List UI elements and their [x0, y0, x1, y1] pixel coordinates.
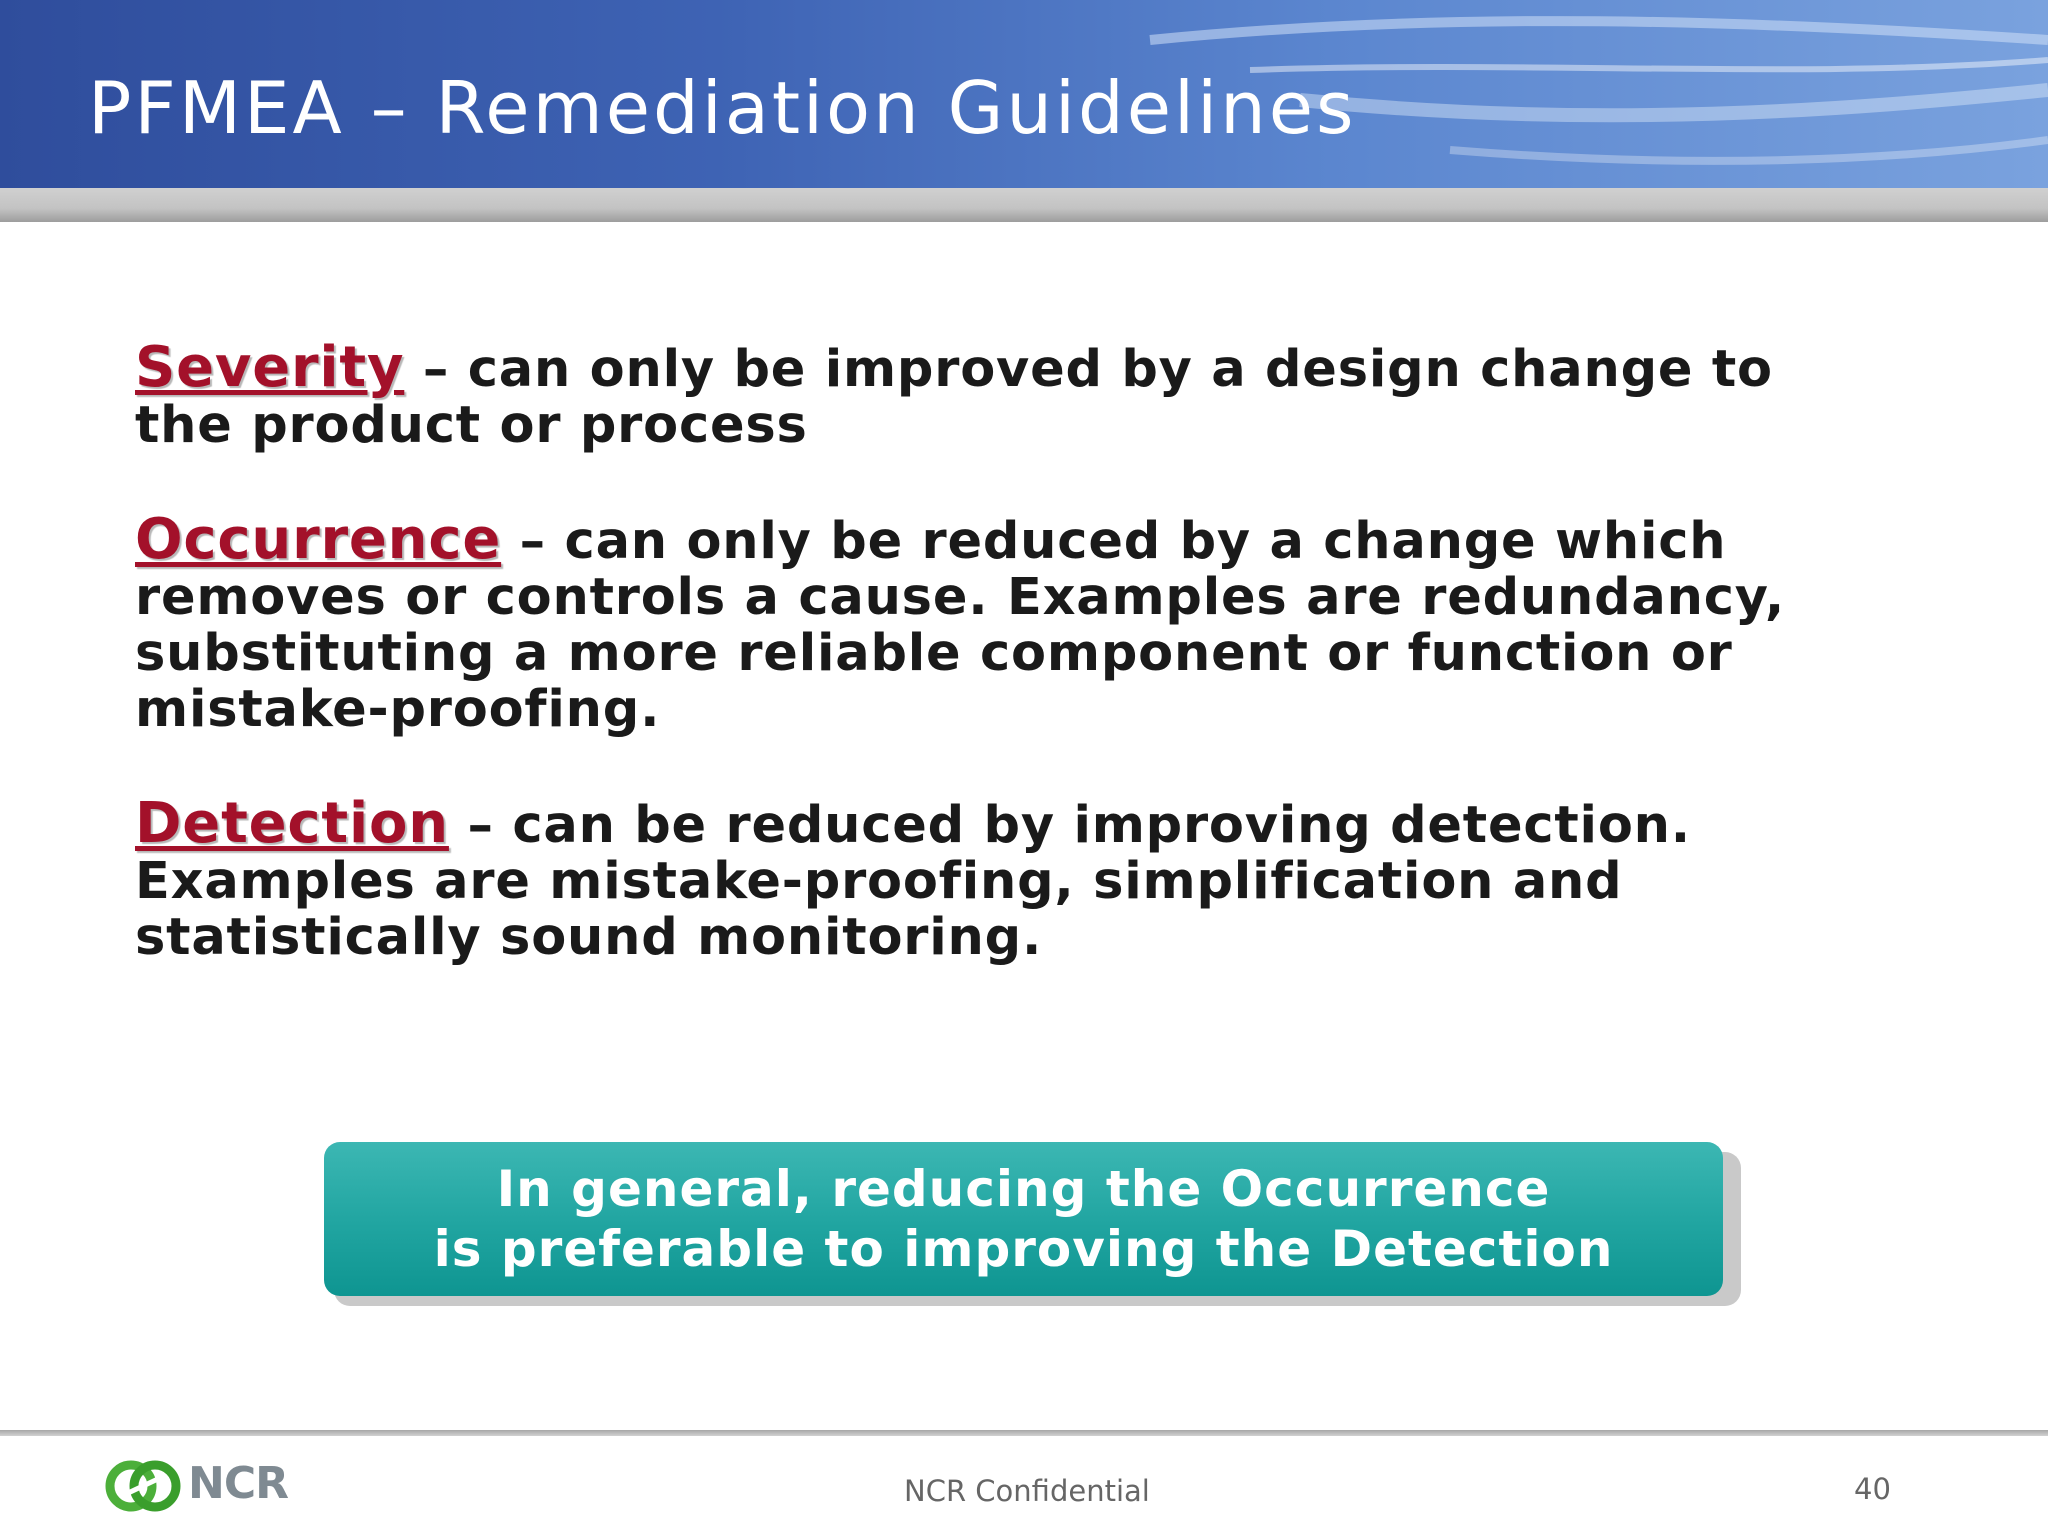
confidential-label: NCR Confidential [904, 1474, 1150, 1508]
page-number: 40 [1854, 1472, 1891, 1506]
term-severity: Severity [135, 335, 405, 400]
separator: – [404, 340, 468, 399]
guideline-text: can only be improved by a design change to the product or process [135, 340, 1773, 455]
footer-divider [0, 1430, 2048, 1436]
callout-line-1: In general, reducing the Occurrence [496, 1160, 1551, 1218]
guideline-text: can only be reduced by a change which removes or controls a cause. Examples are redundancy, substituting a more reliable component or function or mistake-proofing. [135, 512, 1786, 739]
guidelines-list [135, 335, 1815, 1024]
guideline-detection [135, 791, 1815, 967]
guideline-occurrence [135, 507, 1815, 739]
callout-line-2: is preferable to improving the Detection [433, 1220, 1614, 1278]
guideline-severity [135, 335, 1815, 455]
ncr-logo [104, 1456, 294, 1516]
separator: – [448, 796, 513, 855]
page-title: PFMEA – Remediation Guidelines [88, 66, 1357, 150]
term-occurrence: Occurrence [135, 507, 502, 572]
separator: – [501, 512, 565, 571]
term-detection: Detection [135, 791, 449, 856]
guideline-text: can be reduced by improving detection. Examples are mistake-proofing, simplification and statistically sound monitoring. [135, 796, 1691, 967]
title-bar [0, 0, 2048, 188]
ncr-logo-icon [104, 1456, 184, 1516]
callout-box [324, 1142, 1723, 1296]
title-bar-shadow [0, 188, 2048, 222]
logo-wordmark: NCR [188, 1458, 288, 1509]
